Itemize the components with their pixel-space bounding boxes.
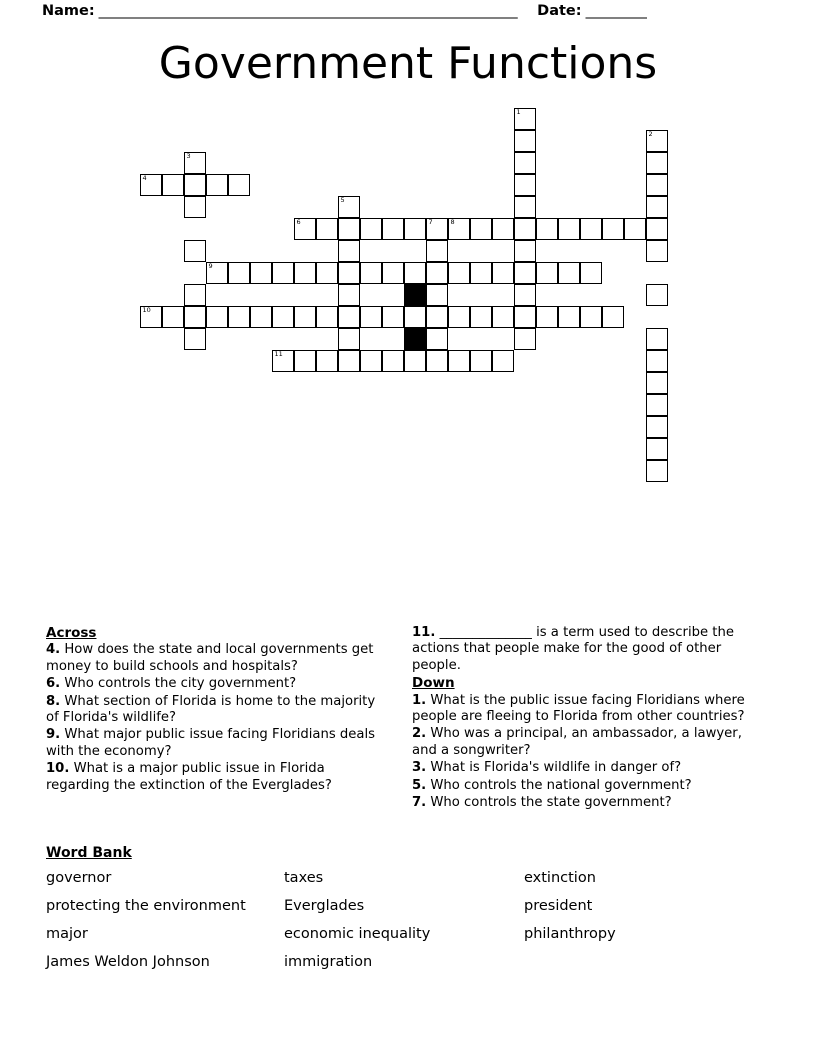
- grid-block: [404, 284, 426, 306]
- grid-cell[interactable]: [646, 284, 668, 306]
- word-bank-item: protecting the environment: [46, 898, 246, 914]
- grid-cell-number: 3: [186, 152, 191, 160]
- grid-cell[interactable]: [360, 306, 382, 328]
- grid-cell[interactable]: [360, 350, 382, 372]
- grid-cell[interactable]: [492, 306, 514, 328]
- grid-cell[interactable]: [426, 284, 448, 306]
- name-label: Name:: [42, 3, 95, 19]
- grid-cell[interactable]: [184, 174, 206, 196]
- grid-cell[interactable]: [184, 284, 206, 306]
- down-heading: Down: [412, 675, 455, 692]
- grid-cell[interactable]: [558, 218, 580, 240]
- grid-cell[interactable]: [646, 460, 668, 482]
- grid-cell-number: 6: [296, 218, 301, 226]
- grid-cell[interactable]: [514, 152, 536, 174]
- clue-item: 6. Who controls the city government?: [46, 676, 297, 692]
- word-bank-item: philanthropy: [524, 926, 616, 942]
- grid-cell[interactable]: [404, 350, 426, 372]
- grid-cell[interactable]: [360, 262, 382, 284]
- grid-cell-number: 11: [274, 350, 283, 358]
- grid-cell[interactable]: [514, 196, 536, 218]
- grid-cell[interactable]: [382, 306, 404, 328]
- grid-cell[interactable]: [646, 152, 668, 174]
- crossword-grid[interactable]: [140, 108, 680, 508]
- grid-cell[interactable]: [404, 262, 426, 284]
- grid-cell[interactable]: [206, 262, 228, 284]
- grid-cell[interactable]: [646, 174, 668, 196]
- grid-cell-number: 7: [428, 218, 433, 226]
- grid-cell[interactable]: [624, 218, 646, 240]
- word-bank-heading: Word Bank: [46, 845, 132, 861]
- grid-cell[interactable]: [602, 218, 624, 240]
- grid-cell[interactable]: [646, 196, 668, 218]
- grid-cell[interactable]: [338, 218, 360, 240]
- clue-number: 11.: [412, 625, 436, 640]
- date-label: Date:: [537, 3, 582, 19]
- grid-cell[interactable]: [426, 240, 448, 262]
- clue-number: 3.: [412, 760, 427, 776]
- grid-cell-number: 9: [208, 262, 213, 270]
- word-bank-item: taxes: [284, 870, 324, 886]
- grid-cell[interactable]: [316, 306, 338, 328]
- grid-cell[interactable]: [140, 174, 162, 196]
- grid-cell[interactable]: [272, 306, 294, 328]
- grid-cell[interactable]: [448, 262, 470, 284]
- grid-block: [404, 328, 426, 350]
- grid-cell[interactable]: [426, 328, 448, 350]
- clue-number: 8.: [46, 693, 61, 709]
- grid-cell[interactable]: [536, 306, 558, 328]
- grid-cell[interactable]: [382, 218, 404, 240]
- grid-cell-number: 8: [450, 218, 455, 226]
- grid-cell[interactable]: [514, 328, 536, 350]
- grid-cell[interactable]: [470, 262, 492, 284]
- grid-cell[interactable]: [426, 218, 448, 240]
- word-bank-item: immigration: [284, 954, 373, 970]
- clue-number: 2.: [412, 726, 427, 742]
- grid-cell[interactable]: [426, 262, 448, 284]
- grid-cell[interactable]: [646, 438, 668, 460]
- grid-cell[interactable]: [514, 218, 536, 240]
- clue-item: 4. How does the state and local governments get money to build schools and hospitals?: [46, 642, 374, 674]
- grid-cell[interactable]: [338, 350, 360, 372]
- across-heading: Across: [46, 625, 97, 641]
- grid-cell[interactable]: [558, 262, 580, 284]
- clue-item: 9. What major public issue facing Floridians deals with the economy?: [46, 727, 376, 759]
- grid-cell[interactable]: [316, 218, 338, 240]
- clue-number: 9.: [46, 727, 61, 743]
- student-info-line: [42, 0, 752, 22]
- grid-cell[interactable]: [250, 262, 272, 284]
- grid-cell[interactable]: [338, 306, 360, 328]
- grid-cell[interactable]: [646, 130, 668, 152]
- grid-cell[interactable]: [382, 262, 404, 284]
- grid-cell-number: 10: [142, 306, 151, 314]
- grid-cell[interactable]: [646, 328, 668, 350]
- grid-cell[interactable]: [272, 262, 294, 284]
- grid-cell[interactable]: [514, 108, 536, 130]
- grid-cell[interactable]: [206, 174, 228, 196]
- grid-cell-number: 1: [516, 108, 521, 116]
- grid-cell-number: 5: [340, 196, 345, 204]
- grid-cell[interactable]: [184, 152, 206, 174]
- clues-column-right: [412, 625, 757, 812]
- word-bank-item: president: [524, 898, 593, 914]
- clue-item: 10. What is a major public issue in Florida regarding the extinction of the Everglades?: [46, 761, 332, 793]
- grid-cell[interactable]: [250, 306, 272, 328]
- grid-cell[interactable]: [404, 218, 426, 240]
- grid-cell[interactable]: [338, 284, 360, 306]
- clue-item: 11. ______________ is a term used to describe the actions that people make for the good of other people.: [412, 625, 734, 673]
- grid-cell[interactable]: [228, 174, 250, 196]
- word-bank-item: extinction: [524, 870, 596, 886]
- grid-cell[interactable]: [338, 196, 360, 218]
- word-bank-item: major: [46, 926, 88, 942]
- grid-cell[interactable]: [140, 306, 162, 328]
- across-clues-part2: [412, 625, 757, 674]
- grid-cell[interactable]: [646, 394, 668, 416]
- grid-cell[interactable]: [536, 218, 558, 240]
- grid-cell[interactable]: [404, 306, 426, 328]
- grid-cell[interactable]: [514, 306, 536, 328]
- grid-cell[interactable]: [470, 306, 492, 328]
- grid-cell[interactable]: [514, 130, 536, 152]
- clue-item: 7. Who controls the state government?: [412, 795, 672, 811]
- grid-cell[interactable]: [382, 350, 404, 372]
- grid-cell[interactable]: [580, 306, 602, 328]
- grid-cell[interactable]: [448, 350, 470, 372]
- date-blank-line: _________: [585, 3, 647, 19]
- grid-cell[interactable]: [360, 218, 382, 240]
- page-title: Government Functions: [158, 38, 658, 89]
- grid-cell[interactable]: [580, 262, 602, 284]
- grid-cell[interactable]: [514, 262, 536, 284]
- clues-section: [46, 625, 770, 840]
- grid-cell[interactable]: [228, 306, 250, 328]
- clue-number: 10.: [46, 761, 70, 777]
- word-bank-item: governor: [46, 870, 112, 886]
- grid-cell-number: 2: [648, 130, 653, 138]
- clue-number: 5.: [412, 777, 427, 793]
- name-blank-line: ______________________________________________________________: [98, 3, 518, 19]
- clue-item: 5. Who controls the national government?: [412, 777, 692, 793]
- word-bank-item: [524, 953, 770, 972]
- grid-cell[interactable]: [338, 328, 360, 350]
- grid-cell[interactable]: [294, 306, 316, 328]
- grid-cell[interactable]: [272, 350, 294, 372]
- clue-number: 6.: [46, 676, 61, 692]
- clue-number: 4.: [46, 642, 61, 658]
- grid-cell[interactable]: [294, 262, 316, 284]
- word-bank-list: [46, 869, 770, 972]
- grid-cell[interactable]: [162, 306, 184, 328]
- grid-cell[interactable]: [514, 174, 536, 196]
- grid-cell[interactable]: [602, 306, 624, 328]
- grid-cell-number: 4: [142, 174, 147, 182]
- grid-cell[interactable]: [646, 218, 668, 240]
- word-bank-item: Everglades: [284, 898, 365, 914]
- grid-cell[interactable]: [338, 240, 360, 262]
- grid-cell[interactable]: [646, 240, 668, 262]
- grid-cell[interactable]: [316, 262, 338, 284]
- grid-cell[interactable]: [448, 218, 470, 240]
- word-bank-section: [46, 845, 770, 972]
- grid-cell[interactable]: [646, 416, 668, 438]
- grid-cell[interactable]: [184, 196, 206, 218]
- clue-item: 1. What is the public issue facing Floridians where people are fleeing to Florida from other countries?: [412, 692, 745, 725]
- grid-cell[interactable]: [536, 262, 558, 284]
- grid-cell[interactable]: [448, 306, 470, 328]
- grid-cell[interactable]: [646, 372, 668, 394]
- grid-cell[interactable]: [228, 262, 250, 284]
- word-bank-item: economic inequality: [284, 926, 431, 942]
- grid-cell[interactable]: [316, 350, 338, 372]
- clue-number: 1.: [412, 692, 427, 708]
- grid-cell[interactable]: [558, 306, 580, 328]
- grid-cell[interactable]: [184, 240, 206, 262]
- across-clues-part1: [46, 642, 391, 794]
- clue-item: 3. What is Florida's wildlife in danger of?: [412, 760, 682, 776]
- grid-cell[interactable]: [426, 306, 448, 328]
- grid-cell[interactable]: [206, 306, 228, 328]
- grid-cell[interactable]: [492, 350, 514, 372]
- grid-cell[interactable]: [492, 262, 514, 284]
- grid-cell[interactable]: [514, 284, 536, 306]
- grid-cell[interactable]: [294, 350, 316, 372]
- grid-cell[interactable]: [470, 218, 492, 240]
- clues-column-left: [46, 625, 391, 795]
- grid-cell[interactable]: [580, 218, 602, 240]
- grid-cell[interactable]: [646, 350, 668, 372]
- grid-cell[interactable]: [162, 174, 184, 196]
- grid-cell[interactable]: [514, 240, 536, 262]
- grid-cell[interactable]: [470, 350, 492, 372]
- grid-cell[interactable]: [294, 218, 316, 240]
- down-clues: [412, 693, 757, 812]
- clue-item: 2. Who was a principal, an ambassador, a lawyer, and a songwriter?: [412, 726, 742, 758]
- clue-number: 7.: [412, 795, 427, 811]
- grid-cell[interactable]: [184, 306, 206, 328]
- grid-cell[interactable]: [338, 262, 360, 284]
- grid-cell[interactable]: [426, 350, 448, 372]
- grid-cell[interactable]: [184, 328, 206, 350]
- word-bank-item: James Weldon Johnson: [46, 954, 210, 970]
- grid-cell[interactable]: [492, 218, 514, 240]
- clue-item: 8. What section of Florida is home to the majority of Florida's wildlife?: [46, 693, 376, 726]
